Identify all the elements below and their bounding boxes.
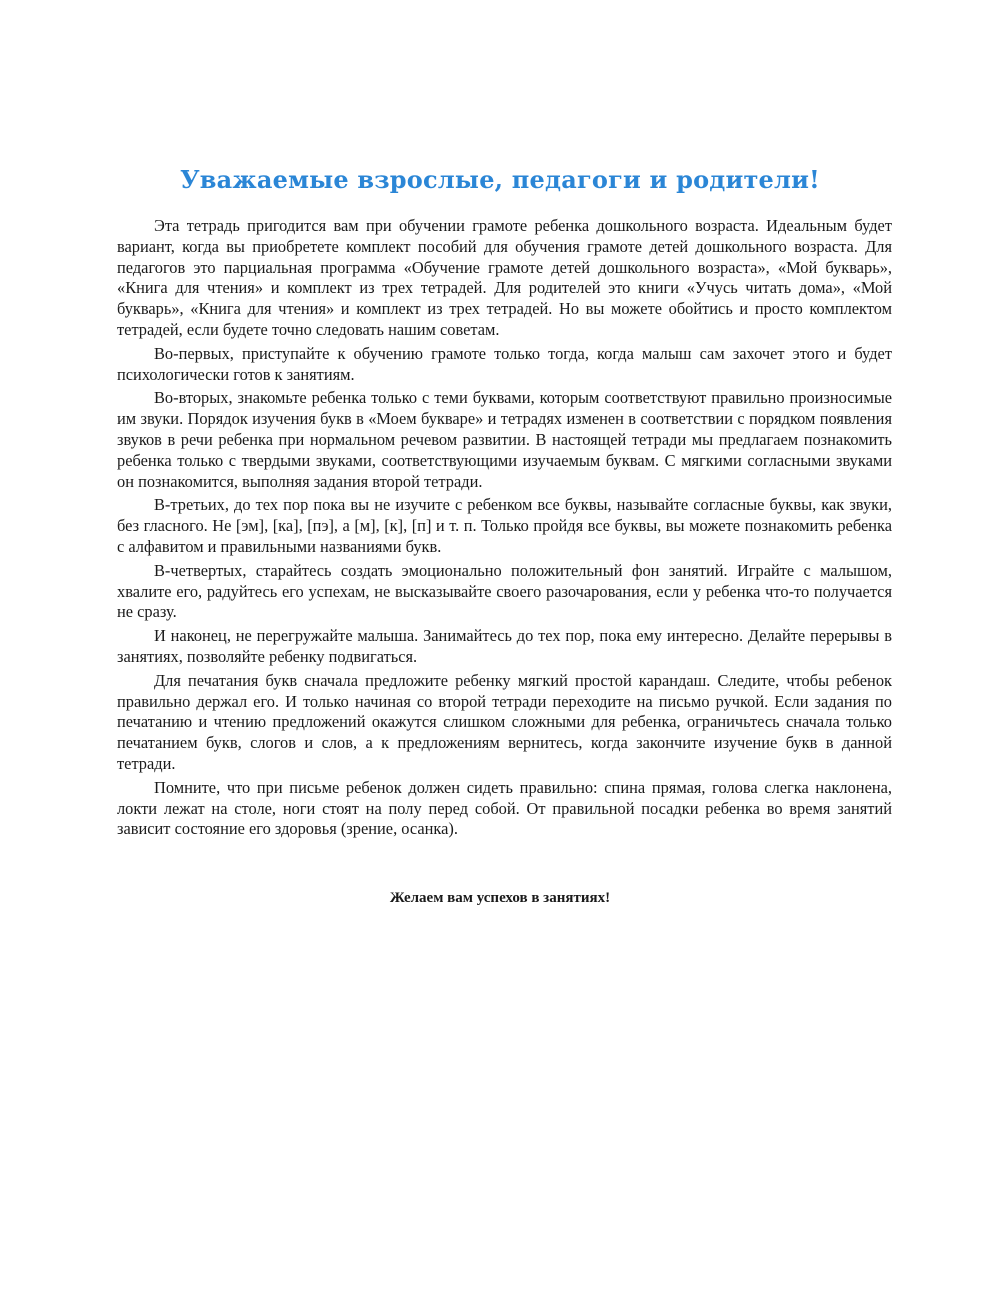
paragraph-third: В-третьих, до тех пор пока вы не изучите с ребенком все буквы, называйте согласные буквы, как звуки, без гласного. Не [эм], [ка], [пэ], а [м], [к], [п] и т. п. Только пройдя все буквы, вы можете познакомить ребенка с алфавитом и правильными названиями букв. (117, 495, 892, 556)
paragraph-printing: Для печатания букв сначала предложите ребенку мягкий простой карандаш. Следите, чтобы ребенок правильно держал его. И только начиная со второй тетради переходите на письмо ручкой. Если задания по печатанию и чтению предложений окажутся слишком сложными для ребенка, ограничьтесь сначала только печатанием букв, слогов и слов, а к предложениям вернитесь, когда закончите изучение букв в данной тетради. (117, 670, 892, 773)
paragraph-fourth: В-четвертых, старайтесь создать эмоционально положительный фон занятий. Играйте с малышом, хвалите его, радуйтесь его успехам, не высказывайте своего разочарования, если у ребенка что-то получается не сразу. (117, 560, 892, 622)
closing-wish: Желаем вам успехов в занятиях! (389, 890, 611, 906)
page-title: Уважаемые взрослые, педагоги и родители! (180, 165, 820, 194)
paragraph-first: Во-первых, приступайте к обучению грамоте только тогда, когда малыш сам захочет этого и будет психологически готов к занятиям. (117, 343, 892, 384)
paragraph-second: Во-вторых, знакомьте ребенка только с теми буквами, которым соответствуют правильно произносимые им звуки. Порядок изучения букв в «Моем букваре» и тетрадях изменен в соответствии с порядком появления звуков в речи ребенка при нормальном речевом развитии. В настоящей тетради мы предлагаем познакомить ребенка только с твердыми звуками, соответствующими изучаемым буквам. С мягкими согласными звуками он познакомится, выполняя задания второй тетради. (117, 388, 892, 491)
paragraph-posture: Помните, что при письме ребенок должен сидеть правильно: спина прямая, голова слегка наклонена, локти лежат на столе, ноги стоят на полу перед собой. От правильной посадки ребенка во время занятий зависит состояние его здоровья (зрение, осанка). (117, 777, 892, 839)
body-text (117, 216, 892, 843)
paragraph-finally: И наконец, не перегружайте малыша. Занимайтесь до тех пор, пока ему интересно. Делайте перерывы в занятиях, позволяйте ребенку подвигаться. (117, 626, 892, 666)
paragraph-intro: Эта тетрадь пригодится вам при обучении грамоте ребенка дошкольного возраста. Идеальным будет вариант, когда вы приобретете комплект пособий для обучения грамоте детей дошкольного возраста. Для педагогов это парциальная программа «Обучение грамоте детей дошкольного возраста», «Мой букварь», «Книга для чтения» и комплект из трех тетрадей. Для родителей это книги «Учусь читать дома», «Мой букварь», «Книга для чтения» и комплект из трех тетрадей. Но вы можете обойтись и просто комплектом тетрадей, если будете точно следовать нашим советам. (117, 216, 892, 339)
